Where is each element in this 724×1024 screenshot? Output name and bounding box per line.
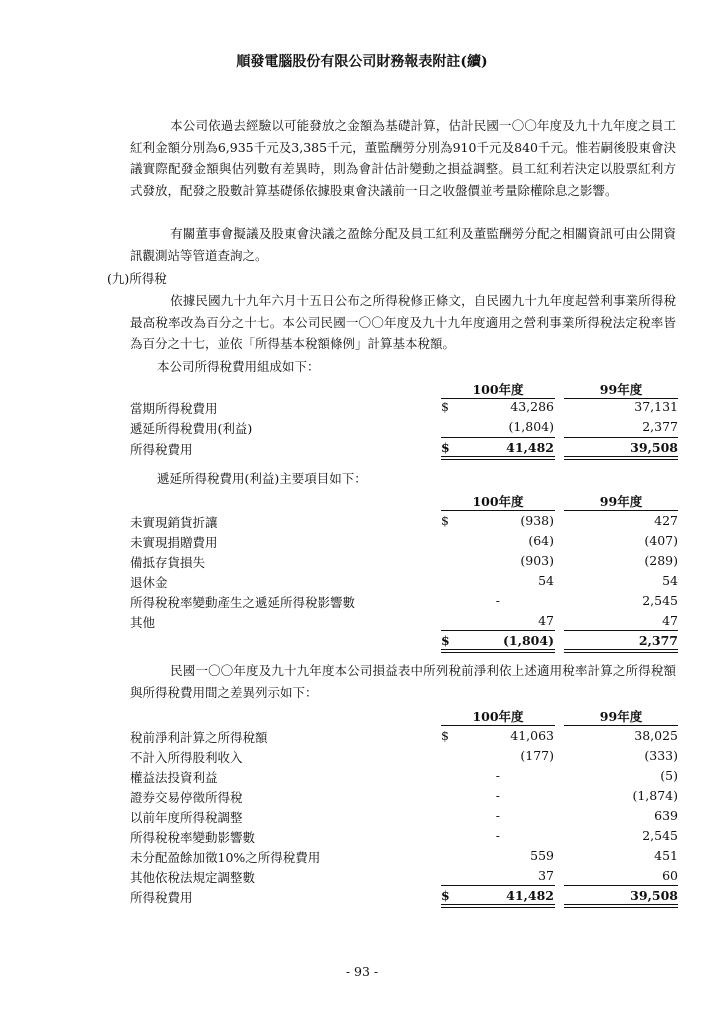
dollar-sign: $	[441, 888, 450, 903]
value-100: (1,804)	[503, 633, 554, 648]
table-row	[130, 553, 678, 572]
value-100: (903)	[520, 553, 554, 568]
dollar-sign: $	[441, 513, 449, 528]
column-header-100: 100年度	[441, 380, 555, 399]
table-row	[130, 573, 678, 592]
table2-caption: 遞延所得稅費用(利益)主要項目如下：	[157, 471, 367, 486]
row-label: 未實現銷貨折讓	[130, 515, 218, 530]
value-100: -	[495, 808, 500, 823]
subtotal-rule	[564, 437, 678, 438]
table-row	[130, 768, 678, 787]
total-double-rule	[441, 904, 555, 908]
value-99: (5)	[660, 768, 678, 783]
value-100: (938)	[520, 513, 554, 528]
value-100: 47	[538, 613, 554, 628]
value-100: -	[495, 593, 500, 608]
value-100: (64)	[528, 533, 554, 548]
paragraph-text: 本公司依過去經驗以可能發放之金額為基礎計算，估計民國一〇〇年度及九十九年度之員工紅利金額分別為6,935千元及3,385千元，董監酬勞分別為910千元及840千元。惟若嗣後股東會決議實際配發金額與估列數有差異時，則為會計估計變動之損益調整。員工紅利若決定以股票紅利方式發放，配發之股數計算基礎係依據股東會決議前一日之收盤價並考量除權除息之影響。	[130, 118, 676, 198]
total-double-rule	[441, 649, 555, 653]
table-row	[130, 419, 678, 438]
value-99: (333)	[644, 748, 678, 763]
total-double-rule	[564, 456, 678, 460]
table-row	[130, 399, 678, 418]
row-label: 權益法投資利益	[130, 770, 218, 785]
table2-column-header	[130, 492, 678, 511]
row-label: 證券交易停徵所得稅	[130, 790, 243, 805]
row-label: 遞延所得稅費用(利益)	[130, 421, 253, 436]
table3-column-header	[130, 707, 678, 726]
value-99: (407)	[644, 533, 678, 548]
table-row	[130, 848, 678, 867]
value-99: 60	[662, 868, 678, 883]
row-label: 當期所得稅費用	[130, 401, 218, 416]
value-99: 54	[662, 573, 678, 588]
value-99: 39,508	[630, 888, 678, 903]
value-100: 43,286	[510, 399, 554, 414]
value-99: 2,377	[638, 633, 678, 648]
row-label: 稅前淨利計算之所得稅額	[130, 730, 268, 745]
value-100: 559	[530, 848, 554, 863]
row-label: 未實現捐贈費用	[130, 535, 218, 550]
row-label: 備抵存貨損失	[130, 555, 206, 570]
total-double-rule	[564, 904, 678, 908]
table-row	[130, 788, 678, 807]
dollar-sign: $	[441, 399, 449, 414]
page-number: - 93 -	[345, 964, 379, 979]
column-header-100: 100年度	[441, 707, 555, 726]
column-header-99: 99年度	[564, 380, 678, 399]
column-header-99: 99年度	[564, 707, 678, 726]
section-heading-income-tax: (九)所得稅	[107, 271, 167, 286]
value-100: 41,063	[510, 728, 554, 743]
subtotal-rule	[564, 885, 678, 886]
value-100: -	[495, 788, 500, 803]
total-double-rule	[564, 649, 678, 653]
value-99: (1,874)	[632, 788, 678, 803]
value-99: 639	[654, 808, 678, 823]
value-99: 2,545	[642, 593, 678, 608]
paragraph-text: 有關董事會擬議及股東會決議之盈餘分配及員工紅利及董監酬勞分配之相關資訊可由公開資訊觀測站等管道查詢之。	[130, 226, 676, 263]
row-label: 未分配盈餘加徵10%之所得稅費用	[130, 850, 321, 865]
subtotal-rule	[564, 630, 678, 631]
row-label: 所得稅稅率變動產生之遞延所得稅影響數	[130, 595, 356, 610]
value-100: 54	[538, 573, 554, 588]
value-99: 38,025	[634, 728, 678, 743]
row-label: 其他依稅法規定調整數	[130, 870, 256, 885]
value-99: 2,545	[642, 828, 678, 843]
value-99: (289)	[644, 553, 678, 568]
column-header-99: 99年度	[564, 492, 678, 511]
dollar-sign: $	[441, 728, 449, 743]
page-title: 順發電腦股份有限公司財務報表附註(續)	[236, 54, 488, 70]
table-row	[130, 533, 678, 552]
row-label: 以前年度所得稅調整	[130, 810, 243, 825]
value-99: 451	[654, 848, 678, 863]
subtotal-rule	[441, 630, 555, 631]
row-label: 其他	[130, 615, 156, 630]
table-row	[130, 828, 678, 847]
dollar-sign: $	[441, 440, 450, 455]
value-99: 47	[662, 613, 678, 628]
row-label: 不計入所得股利收入	[130, 750, 243, 765]
subtotal-rule	[441, 437, 555, 438]
paragraph-distribution-info	[130, 223, 676, 266]
table-row	[130, 593, 678, 612]
value-100: 41,482	[506, 440, 554, 455]
value-100: (1,804)	[508, 419, 554, 434]
paragraph-text: 依據民國九十九年六月十五日公布之所得稅修正條文，自民國九十九年度起營利事業所得稅最高稅率改為百分之十七。本公司民國一〇〇年度及九十九年度適用之營利事業所得稅法定稅率皆為百分之十七，並依「所得基本稅額條例」計算基本稅額。	[130, 293, 676, 351]
subtotal-rule	[441, 885, 555, 886]
value-100: -	[495, 828, 500, 843]
row-label: 所得稅費用	[130, 890, 193, 905]
paragraph-text: 民國一〇〇年度及九十九年度本公司損益表中所列稅前淨利依上述適用稅率計算之所得稅額與所得稅費用間之差異列示如下：	[130, 663, 676, 700]
table-row	[130, 728, 678, 747]
value-100: (177)	[520, 748, 554, 763]
paragraph-tax-reconciliation	[130, 660, 676, 703]
value-99: 37,131	[634, 399, 678, 414]
column-header-100: 100年度	[441, 492, 555, 511]
value-99: 39,508	[630, 440, 678, 455]
row-label: 所得稅費用	[130, 442, 193, 457]
value-100: 41,482	[506, 888, 554, 903]
table1-column-header	[130, 380, 678, 399]
table1-caption: 本公司所得稅費用組成如下：	[157, 359, 320, 374]
dollar-sign: $	[441, 633, 450, 648]
table-row	[130, 808, 678, 827]
table-row	[130, 748, 678, 767]
row-label: 所得稅稅率變動影響數	[130, 830, 256, 845]
total-double-rule	[441, 456, 555, 460]
value-99: 2,377	[642, 419, 678, 434]
paragraph-tax-rate	[130, 290, 676, 355]
value-100: 37	[538, 868, 554, 883]
table-row	[130, 513, 678, 532]
row-label: 退休金	[130, 575, 168, 590]
value-100: -	[495, 768, 500, 783]
value-99: 427	[654, 513, 678, 528]
paragraph-bonus-estimate	[130, 115, 676, 201]
